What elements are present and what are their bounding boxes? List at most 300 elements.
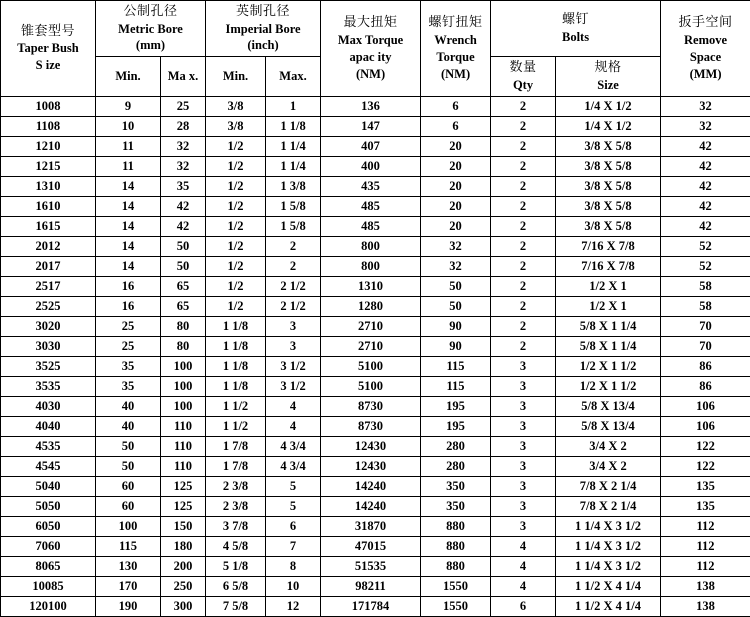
- cell-bolts-size: 1 1/4 X 3 1/2: [556, 556, 661, 576]
- cell-wrench-torque: 6: [421, 116, 491, 136]
- cell-metric-bore-min: 14: [96, 176, 161, 196]
- cell-metric-bore-max: 300: [161, 596, 206, 616]
- cell-imperial-bore-min: 1 1/8: [206, 316, 266, 336]
- cell-metric-bore-min: 100: [96, 516, 161, 536]
- cell-taper-bush-size: 1108: [1, 116, 96, 136]
- table-row: [1, 556, 750, 576]
- cell-bolts-qty: 2: [491, 176, 556, 196]
- cell-imperial-bore-max: 1 3/8: [266, 176, 321, 196]
- cell-metric-bore-min: 16: [96, 296, 161, 316]
- header-imperial-bore-max: Max.: [266, 57, 321, 96]
- header-bolts-size-cjk: 规格: [557, 59, 659, 77]
- header-bolts-cjk: 螺钉: [492, 11, 659, 29]
- cell-imperial-bore-max: 5: [266, 476, 321, 496]
- cell-wrench-torque: 195: [421, 396, 491, 416]
- cell-metric-bore-max: 32: [161, 156, 206, 176]
- cell-max-torque: 2710: [321, 336, 421, 356]
- cell-wrench-torque: 20: [421, 156, 491, 176]
- cell-taper-bush-size: 8065: [1, 556, 96, 576]
- cell-bolts-qty: 6: [491, 596, 556, 616]
- cell-metric-bore-max: 80: [161, 316, 206, 336]
- cell-imperial-bore-min: 7 5/8: [206, 596, 266, 616]
- table-row: [1, 336, 750, 356]
- cell-metric-bore-min: 25: [96, 316, 161, 336]
- header-bolts-qty: [491, 57, 556, 96]
- table-row: [1, 536, 750, 556]
- cell-imperial-bore-max: 4: [266, 416, 321, 436]
- cell-imperial-bore-max: 3: [266, 336, 321, 356]
- cell-max-torque: 98211: [321, 576, 421, 596]
- cell-wrench-torque: 880: [421, 516, 491, 536]
- cell-max-torque: 31870: [321, 516, 421, 536]
- cell-bolts-size: 1/2 X 1 1/2: [556, 376, 661, 396]
- cell-bolts-qty: 3: [491, 456, 556, 476]
- header-bolts-size: [556, 57, 661, 96]
- cell-bolts-qty: 2: [491, 156, 556, 176]
- cell-taper-bush-size: 4545: [1, 456, 96, 476]
- cell-metric-bore-max: 25: [161, 96, 206, 116]
- cell-imperial-bore-max: 2: [266, 236, 321, 256]
- cell-taper-bush-size: 2017: [1, 256, 96, 276]
- cell-imperial-bore-min: 1/2: [206, 276, 266, 296]
- cell-metric-bore-max: 180: [161, 536, 206, 556]
- header-metric-bore-unit: (mm): [97, 37, 204, 54]
- cell-bolts-size: 7/8 X 2 1/4: [556, 476, 661, 496]
- cell-wrench-torque: 880: [421, 556, 491, 576]
- cell-remove-space: 112: [661, 556, 750, 576]
- cell-imperial-bore-min: 1/2: [206, 236, 266, 256]
- cell-taper-bush-size: 3525: [1, 356, 96, 376]
- cell-metric-bore-min: 11: [96, 136, 161, 156]
- cell-imperial-bore-max: 1: [266, 96, 321, 116]
- cell-remove-space: 52: [661, 236, 750, 256]
- header-metric-bore-max-label: Ma x.: [162, 68, 204, 85]
- cell-max-torque: 51535: [321, 556, 421, 576]
- table-row: [1, 136, 750, 156]
- cell-imperial-bore-min: 3/8: [206, 96, 266, 116]
- cell-bolts-size: 1 1/4 X 3 1/2: [556, 536, 661, 556]
- cell-bolts-size: 3/8 X 5/8: [556, 176, 661, 196]
- cell-metric-bore-max: 100: [161, 376, 206, 396]
- cell-max-torque: 800: [321, 256, 421, 276]
- cell-remove-space: 112: [661, 516, 750, 536]
- header-max-torque-unit: (NM): [322, 66, 419, 83]
- cell-metric-bore-min: 60: [96, 496, 161, 516]
- cell-imperial-bore-min: 4 5/8: [206, 536, 266, 556]
- cell-max-torque: 400: [321, 156, 421, 176]
- table-row: [1, 436, 750, 456]
- cell-imperial-bore-max: 5: [266, 496, 321, 516]
- cell-imperial-bore-min: 1 7/8: [206, 456, 266, 476]
- cell-wrench-torque: 32: [421, 236, 491, 256]
- cell-taper-bush-size: 10085: [1, 576, 96, 596]
- cell-taper-bush-size: 1615: [1, 216, 96, 236]
- cell-taper-bush-size: 3030: [1, 336, 96, 356]
- cell-wrench-torque: 280: [421, 436, 491, 456]
- cell-bolts-qty: 3: [491, 496, 556, 516]
- cell-bolts-size: 1 1/4 X 3 1/2: [556, 516, 661, 536]
- cell-taper-bush-size: 1610: [1, 196, 96, 216]
- cell-bolts-size: 3/4 X 2: [556, 436, 661, 456]
- cell-wrench-torque: 195: [421, 416, 491, 436]
- cell-metric-bore-min: 14: [96, 236, 161, 256]
- cell-taper-bush-size: 1310: [1, 176, 96, 196]
- cell-remove-space: 58: [661, 276, 750, 296]
- cell-taper-bush-size: 1008: [1, 96, 96, 116]
- cell-imperial-bore-min: 5 1/8: [206, 556, 266, 576]
- cell-max-torque: 5100: [321, 376, 421, 396]
- cell-bolts-qty: 2: [491, 236, 556, 256]
- cell-remove-space: 135: [661, 476, 750, 496]
- header-imperial-bore: [206, 1, 321, 57]
- cell-metric-bore-min: 35: [96, 376, 161, 396]
- header-max-torque-en2: apac ity: [322, 49, 419, 66]
- cell-bolts-size: 3/8 X 5/8: [556, 196, 661, 216]
- cell-wrench-torque: 350: [421, 476, 491, 496]
- header-bolts-qty-en: Qty: [492, 77, 554, 94]
- cell-wrench-torque: 90: [421, 316, 491, 336]
- cell-metric-bore-max: 42: [161, 196, 206, 216]
- cell-bolts-size: 3/8 X 5/8: [556, 216, 661, 236]
- header-remove-space-en1: Remove: [662, 32, 749, 49]
- header-imperial-bore-min: Min.: [206, 57, 266, 96]
- cell-bolts-size: 1/2 X 1: [556, 276, 661, 296]
- table-body: [1, 96, 750, 616]
- cell-bolts-qty: 3: [491, 416, 556, 436]
- cell-wrench-torque: 115: [421, 376, 491, 396]
- cell-remove-space: 86: [661, 356, 750, 376]
- cell-max-torque: 14240: [321, 496, 421, 516]
- header-remove-space-cjk: 扳手空间: [662, 14, 749, 32]
- cell-wrench-torque: 50: [421, 296, 491, 316]
- cell-metric-bore-max: 80: [161, 336, 206, 356]
- cell-taper-bush-size: 2525: [1, 296, 96, 316]
- cell-imperial-bore-max: 4 3/4: [266, 436, 321, 456]
- cell-remove-space: 86: [661, 376, 750, 396]
- cell-imperial-bore-max: 4 3/4: [266, 456, 321, 476]
- cell-remove-space: 58: [661, 296, 750, 316]
- cell-max-torque: 435: [321, 176, 421, 196]
- cell-bolts-size: 3/8 X 5/8: [556, 136, 661, 156]
- cell-imperial-bore-max: 1 1/4: [266, 156, 321, 176]
- header-bolts-qty-cjk: 数量: [492, 59, 554, 77]
- cell-taper-bush-size: 7060: [1, 536, 96, 556]
- cell-taper-bush-size: 2012: [1, 236, 96, 256]
- cell-max-torque: 8730: [321, 396, 421, 416]
- cell-taper-bush-size: 4535: [1, 436, 96, 456]
- cell-wrench-torque: 6: [421, 96, 491, 116]
- cell-metric-bore-min: 170: [96, 576, 161, 596]
- cell-metric-bore-min: 10: [96, 116, 161, 136]
- header-wrench-torque-en2: Torque: [422, 49, 489, 66]
- cell-imperial-bore-max: 3 1/2: [266, 356, 321, 376]
- cell-wrench-torque: 350: [421, 496, 491, 516]
- cell-metric-bore-max: 250: [161, 576, 206, 596]
- cell-bolts-qty: 4: [491, 556, 556, 576]
- cell-metric-bore-min: 14: [96, 256, 161, 276]
- cell-bolts-qty: 3: [491, 376, 556, 396]
- cell-imperial-bore-max: 2 1/2: [266, 296, 321, 316]
- cell-imperial-bore-min: 3 7/8: [206, 516, 266, 536]
- cell-metric-bore-max: 150: [161, 516, 206, 536]
- cell-metric-bore-max: 65: [161, 296, 206, 316]
- header-imperial-bore-cjk: 英制孔径: [207, 3, 319, 21]
- cell-taper-bush-size: 1210: [1, 136, 96, 156]
- cell-remove-space: 106: [661, 396, 750, 416]
- cell-remove-space: 70: [661, 316, 750, 336]
- cell-remove-space: 42: [661, 216, 750, 236]
- cell-bolts-qty: 3: [491, 396, 556, 416]
- cell-wrench-torque: 20: [421, 216, 491, 236]
- header-wrench-torque-unit: (NM): [422, 66, 489, 83]
- cell-imperial-bore-max: 10: [266, 576, 321, 596]
- table-row: [1, 596, 750, 616]
- header-max-torque-en1: Max Torque: [322, 32, 419, 49]
- table-row: [1, 236, 750, 256]
- cell-remove-space: 32: [661, 116, 750, 136]
- cell-imperial-bore-max: 12: [266, 596, 321, 616]
- cell-max-torque: 1310: [321, 276, 421, 296]
- cell-imperial-bore-min: 1 7/8: [206, 436, 266, 456]
- cell-bolts-qty: 3: [491, 436, 556, 456]
- cell-bolts-qty: 2: [491, 296, 556, 316]
- cell-metric-bore-max: 50: [161, 256, 206, 276]
- header-taper-bush-size-en1: Taper Bush: [2, 40, 94, 57]
- cell-imperial-bore-max: 3 1/2: [266, 376, 321, 396]
- cell-taper-bush-size: 4030: [1, 396, 96, 416]
- cell-wrench-torque: 1550: [421, 576, 491, 596]
- table-row: [1, 316, 750, 336]
- cell-bolts-size: 1/2 X 1: [556, 296, 661, 316]
- cell-bolts-qty: 2: [491, 196, 556, 216]
- cell-metric-bore-max: 65: [161, 276, 206, 296]
- cell-remove-space: 42: [661, 156, 750, 176]
- header-max-torque-cjk: 最大扭矩: [322, 14, 419, 32]
- cell-metric-bore-min: 14: [96, 196, 161, 216]
- cell-metric-bore-min: 190: [96, 596, 161, 616]
- cell-remove-space: 138: [661, 596, 750, 616]
- header-max-torque: [321, 1, 421, 97]
- cell-wrench-torque: 20: [421, 176, 491, 196]
- cell-bolts-size: 3/4 X 2: [556, 456, 661, 476]
- cell-remove-space: 70: [661, 336, 750, 356]
- cell-metric-bore-min: 35: [96, 356, 161, 376]
- cell-metric-bore-min: 40: [96, 396, 161, 416]
- cell-bolts-size: 1/4 X 1/2: [556, 96, 661, 116]
- cell-taper-bush-size: 120100: [1, 596, 96, 616]
- table-header: [1, 1, 750, 97]
- cell-wrench-torque: 32: [421, 256, 491, 276]
- cell-metric-bore-min: 9: [96, 96, 161, 116]
- header-taper-bush-size-cjk: 锥套型号: [2, 23, 94, 41]
- cell-metric-bore-min: 25: [96, 336, 161, 356]
- cell-wrench-torque: 115: [421, 356, 491, 376]
- cell-wrench-torque: 90: [421, 336, 491, 356]
- cell-bolts-qty: 2: [491, 216, 556, 236]
- cell-remove-space: 112: [661, 536, 750, 556]
- cell-imperial-bore-min: 1 1/8: [206, 356, 266, 376]
- cell-taper-bush-size: 1215: [1, 156, 96, 176]
- cell-imperial-bore-min: 3/8: [206, 116, 266, 136]
- header-bolts: [491, 1, 661, 57]
- cell-imperial-bore-max: 3: [266, 316, 321, 336]
- table-row: [1, 496, 750, 516]
- cell-bolts-qty: 2: [491, 116, 556, 136]
- cell-bolts-size: 1 1/2 X 4 1/4: [556, 596, 661, 616]
- cell-metric-bore-min: 50: [96, 436, 161, 456]
- header-metric-bore: [96, 1, 206, 57]
- cell-imperial-bore-max: 7: [266, 536, 321, 556]
- cell-remove-space: 122: [661, 436, 750, 456]
- table-row: [1, 376, 750, 396]
- header-bolts-size-en: Size: [557, 77, 659, 94]
- table-row: [1, 476, 750, 496]
- cell-max-torque: 485: [321, 216, 421, 236]
- cell-bolts-qty: 3: [491, 356, 556, 376]
- cell-wrench-torque: 20: [421, 136, 491, 156]
- header-row-primary: [1, 1, 750, 57]
- table-row: [1, 216, 750, 236]
- header-imperial-bore-en: Imperial Bore: [207, 21, 319, 38]
- cell-remove-space: 135: [661, 496, 750, 516]
- header-imperial-bore-unit: (inch): [207, 37, 319, 54]
- cell-metric-bore-min: 16: [96, 276, 161, 296]
- cell-metric-bore-min: 50: [96, 456, 161, 476]
- cell-metric-bore-max: 200: [161, 556, 206, 576]
- cell-taper-bush-size: 4040: [1, 416, 96, 436]
- cell-imperial-bore-min: 1 1/2: [206, 416, 266, 436]
- cell-metric-bore-min: 130: [96, 556, 161, 576]
- cell-imperial-bore-max: 4: [266, 396, 321, 416]
- header-remove-space-en2: Space: [662, 49, 749, 66]
- cell-remove-space: 106: [661, 416, 750, 436]
- cell-max-torque: 171784: [321, 596, 421, 616]
- header-metric-bore-min: Min.: [96, 57, 161, 96]
- cell-metric-bore-min: 11: [96, 156, 161, 176]
- cell-metric-bore-min: 14: [96, 216, 161, 236]
- cell-bolts-qty: 2: [491, 96, 556, 116]
- cell-remove-space: 138: [661, 576, 750, 596]
- cell-wrench-torque: 50: [421, 276, 491, 296]
- cell-bolts-size: 1 1/2 X 4 1/4: [556, 576, 661, 596]
- cell-imperial-bore-max: 1 1/4: [266, 136, 321, 156]
- cell-max-torque: 14240: [321, 476, 421, 496]
- cell-bolts-size: 1/2 X 1 1/2: [556, 356, 661, 376]
- cell-metric-bore-max: 125: [161, 496, 206, 516]
- cell-bolts-size: 5/8 X 13/4: [556, 396, 661, 416]
- cell-bolts-size: 5/8 X 1 1/4: [556, 336, 661, 356]
- cell-imperial-bore-max: 2: [266, 256, 321, 276]
- cell-metric-bore-max: 50: [161, 236, 206, 256]
- cell-imperial-bore-min: 2 3/8: [206, 476, 266, 496]
- cell-bolts-qty: 4: [491, 536, 556, 556]
- cell-bolts-qty: 3: [491, 476, 556, 496]
- header-wrench-torque-en1: Wrench: [422, 32, 489, 49]
- table-row: [1, 176, 750, 196]
- cell-imperial-bore-min: 1/2: [206, 216, 266, 236]
- cell-metric-bore-max: 100: [161, 356, 206, 376]
- header-taper-bush-size: [1, 1, 96, 97]
- cell-bolts-size: 3/8 X 5/8: [556, 156, 661, 176]
- cell-imperial-bore-min: 1/2: [206, 156, 266, 176]
- cell-metric-bore-max: 110: [161, 416, 206, 436]
- cell-metric-bore-max: 28: [161, 116, 206, 136]
- table-row: [1, 256, 750, 276]
- cell-taper-bush-size: 3535: [1, 376, 96, 396]
- cell-remove-space: 42: [661, 136, 750, 156]
- cell-bolts-qty: 2: [491, 276, 556, 296]
- cell-max-torque: 5100: [321, 356, 421, 376]
- cell-bolts-size: 7/16 X 7/8: [556, 256, 661, 276]
- cell-bolts-qty: 2: [491, 136, 556, 156]
- header-remove-space: [661, 1, 750, 97]
- cell-metric-bore-min: 60: [96, 476, 161, 496]
- cell-bolts-size: 1/4 X 1/2: [556, 116, 661, 136]
- cell-imperial-bore-min: 1/2: [206, 196, 266, 216]
- cell-wrench-torque: 1550: [421, 596, 491, 616]
- cell-remove-space: 42: [661, 196, 750, 216]
- cell-max-torque: 2710: [321, 316, 421, 336]
- cell-imperial-bore-min: 2 3/8: [206, 496, 266, 516]
- cell-max-torque: 136: [321, 96, 421, 116]
- table-row: [1, 116, 750, 136]
- cell-imperial-bore-max: 2 1/2: [266, 276, 321, 296]
- cell-metric-bore-max: 42: [161, 216, 206, 236]
- cell-bolts-size: 7/8 X 2 1/4: [556, 496, 661, 516]
- cell-bolts-qty: 2: [491, 336, 556, 356]
- cell-imperial-bore-max: 1 1/8: [266, 116, 321, 136]
- table-row: [1, 96, 750, 116]
- cell-metric-bore-min: 115: [96, 536, 161, 556]
- cell-bolts-qty: 3: [491, 516, 556, 536]
- cell-remove-space: 122: [661, 456, 750, 476]
- cell-imperial-bore-max: 8: [266, 556, 321, 576]
- cell-taper-bush-size: 3020: [1, 316, 96, 336]
- table-row: [1, 396, 750, 416]
- table-row: [1, 156, 750, 176]
- cell-bolts-qty: 4: [491, 576, 556, 596]
- cell-imperial-bore-min: 1/2: [206, 136, 266, 156]
- cell-max-torque: 12430: [321, 456, 421, 476]
- header-bolts-en: Bolts: [492, 29, 659, 46]
- table-row: [1, 416, 750, 436]
- cell-metric-bore-max: 125: [161, 476, 206, 496]
- cell-bolts-size: 7/16 X 7/8: [556, 236, 661, 256]
- cell-bolts-qty: 2: [491, 316, 556, 336]
- cell-max-torque: 1280: [321, 296, 421, 316]
- cell-max-torque: 800: [321, 236, 421, 256]
- cell-metric-bore-max: 32: [161, 136, 206, 156]
- cell-wrench-torque: 280: [421, 456, 491, 476]
- header-taper-bush-size-en2: S ize: [2, 57, 94, 74]
- cell-taper-bush-size: 5050: [1, 496, 96, 516]
- cell-metric-bore-max: 110: [161, 436, 206, 456]
- cell-imperial-bore-max: 6: [266, 516, 321, 536]
- table-row: [1, 456, 750, 476]
- cell-bolts-size: 5/8 X 13/4: [556, 416, 661, 436]
- cell-metric-bore-max: 100: [161, 396, 206, 416]
- cell-remove-space: 32: [661, 96, 750, 116]
- header-metric-bore-en: Metric Bore: [97, 21, 204, 38]
- cell-taper-bush-size: 6050: [1, 516, 96, 536]
- cell-metric-bore-max: 35: [161, 176, 206, 196]
- header-remove-space-unit: (MM): [662, 66, 749, 83]
- header-wrench-torque: [421, 1, 491, 97]
- cell-imperial-bore-max: 1 5/8: [266, 216, 321, 236]
- cell-wrench-torque: 880: [421, 536, 491, 556]
- table-row: [1, 276, 750, 296]
- cell-taper-bush-size: 5040: [1, 476, 96, 496]
